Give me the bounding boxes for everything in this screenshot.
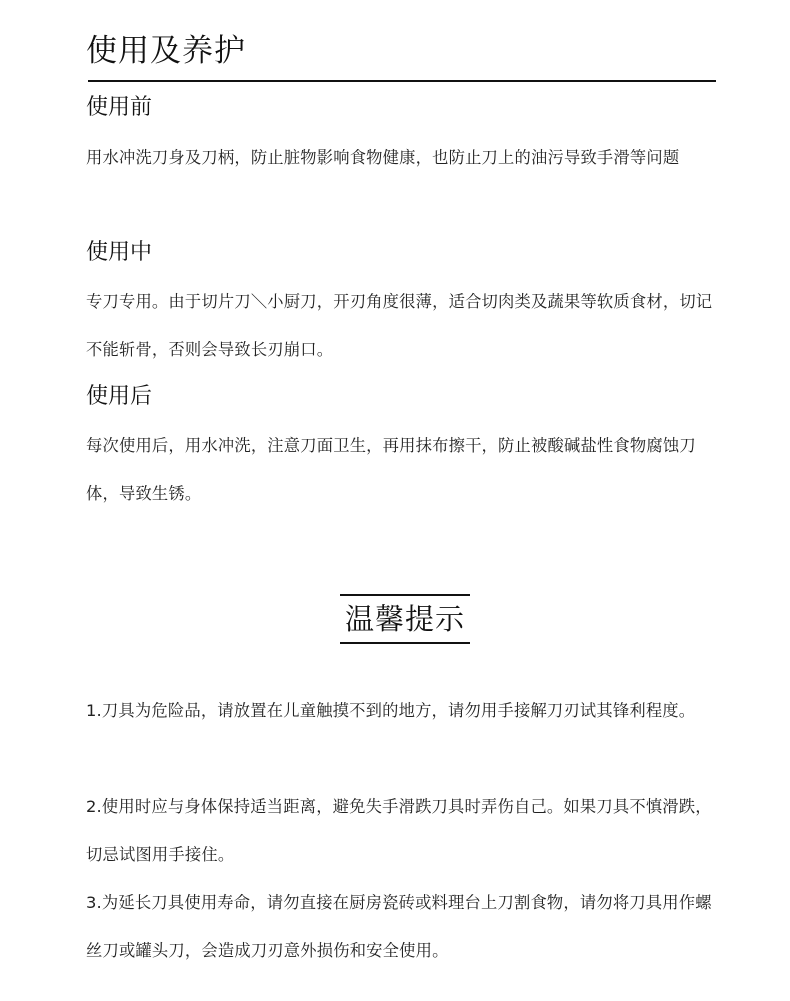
- title-divider: [88, 80, 716, 82]
- section-text-after-use: 每次使用后，用水冲洗，注意刀面卫生，再用抹布擦干，防止被酸碱盐性食物腐蚀刀体，导致生锈。: [86, 436, 696, 503]
- care-title: 使用及养护: [86, 33, 246, 69]
- section-text-during-use: 专刀专用。由于切片刀＼小厨刀，开刃角度很薄，适合切肉类及蔬果等软质食材，切记不能斩骨，否则会导致长刃崩口。: [86, 292, 713, 359]
- tip-item-2: 2.使用时应与身体保持适当距离，避免失手滑跌刀具时弄伤自己。如果刀具不慎滑跌，切忌试图用手接住。: [86, 797, 712, 864]
- section-heading-before-use: 使用前: [86, 95, 153, 120]
- section-text-before-use: 用水冲洗刀身及刀柄，防止脏物影响食物健康，也防止刀上的油污导致手滑等问题: [86, 148, 680, 167]
- section-heading-during-use: 使用中: [86, 240, 153, 265]
- tips-title: 温馨提示: [344, 602, 465, 636]
- tip-item-3: 3.为延长刀具使用寿命，请勿直接在厨房瓷砖或料理台上刀割食物，请勿将刀具用作螺丝刀或罐头刀，会造成刀刃意外损伤和安全使用。: [86, 893, 712, 960]
- tips-title-box: [340, 594, 470, 644]
- tip-item-1: 1.刀具为危险品，请放置在儿童触摸不到的地方，请勿用手接解刀刃试其锋利程度。: [86, 701, 696, 720]
- section-heading-after-use: 使用后: [86, 384, 153, 409]
